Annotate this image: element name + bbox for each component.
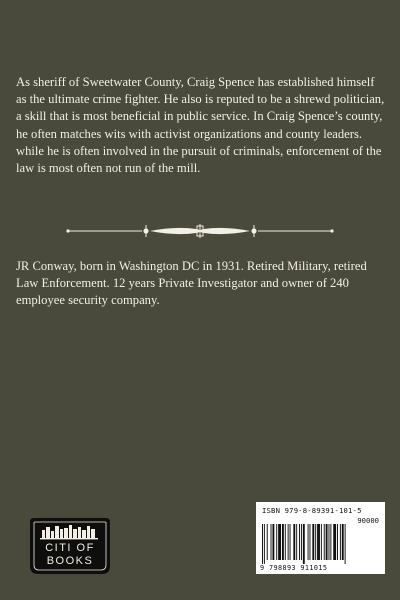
author-bio: JR Conway, born in Washington DC in 1931. Retired Military, retired Law Enforcement. 12 years Private Investigator and owner of 240 employee security company.: [16, 259, 367, 308]
price-code: 90000: [357, 516, 379, 525]
publisher-logo: [28, 514, 112, 578]
logo-line-1: CITI OF: [45, 542, 95, 554]
skyline-icon: [40, 525, 98, 539]
logo-line-2: BOOKS: [46, 555, 94, 567]
barcode-digits: 9 798893 911015: [260, 564, 328, 572]
barcode-bars: [260, 524, 381, 564]
back-cover-blurb: As sheriff of Sweetwater County, Craig Spence has established himself as the ultimate crime fighter. He also is reputed to be a shrewd politician, a skill that is most beneficial in public service. In Craig Spence’s county, he often matches wits with activist organizations and county leaders. while he is often involved in the pursuit of criminals, enforcement of the law is most often not run of the mill.: [16, 75, 385, 176]
isbn-label: ISBN 979-8-89391-101-5: [262, 506, 362, 515]
ornamental-divider-icon: [66, 220, 334, 242]
isbn-barcode: [256, 502, 385, 574]
